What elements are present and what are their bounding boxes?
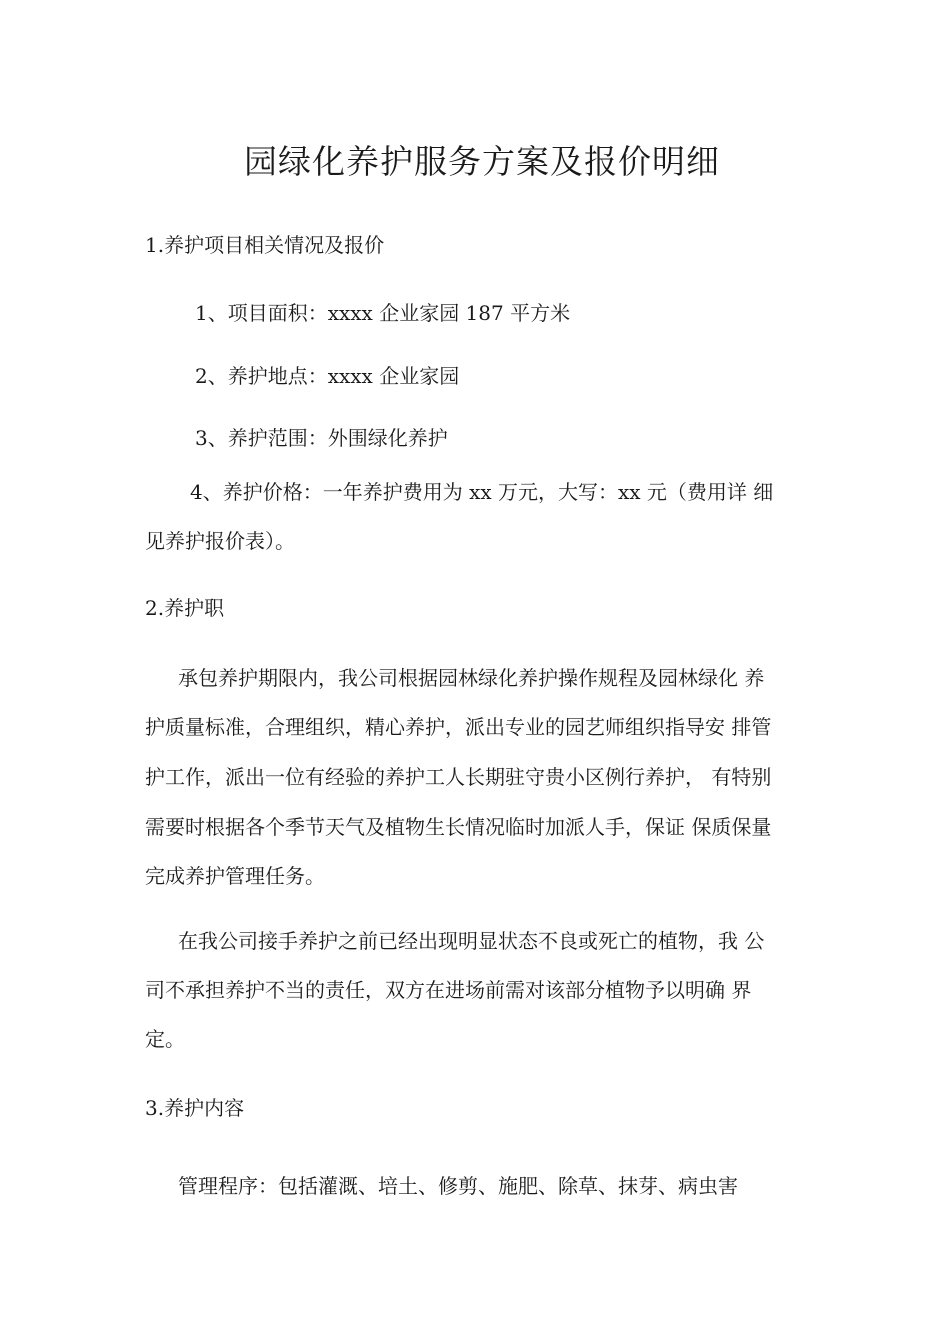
section-3-heading: 3.养护内容 bbox=[145, 1096, 245, 1120]
item-maintenance-scope: 3、养护范围：外围绿化养护 bbox=[195, 426, 448, 450]
item-maintenance-price-cont: 见养护报价表）。 bbox=[145, 529, 295, 553]
paragraph-line: 需要时根据各个季节天气及植物生长情况临时加派人手，保证 保质保量 bbox=[145, 815, 772, 839]
paragraph-line: 司不承担养护不当的责任，双方在进场前需对该部分植物予以明确 界 bbox=[145, 978, 752, 1002]
item-maintenance-location: 2、养护地点：xxxx 企业家园 bbox=[195, 364, 460, 388]
paragraph-line: 定。 bbox=[145, 1027, 185, 1051]
paragraph-line: 承包养护期限内，我公司根据园林绿化养护操作规程及园林绿化 养 bbox=[178, 666, 765, 690]
paragraph-line: 护质量标准，合理组织，精心养护，派出专业的园艺师组织指导安 排管 bbox=[145, 715, 772, 739]
page-title: 园绿化养护服务方案及报价明细 bbox=[244, 142, 720, 181]
paragraph-line: 护工作，派出一位有经验的养护工人长期驻守贵小区例行养护， 有特别 bbox=[145, 765, 772, 789]
item-project-area: 1、项目面积：xxxx 企业家园 187 平方米 bbox=[195, 301, 571, 325]
paragraph-line: 在我公司接手养护之前已经出现明显状态不良或死亡的植物，我 公 bbox=[178, 929, 765, 953]
section-1-heading: 1.养护项目相关情况及报价 bbox=[145, 233, 385, 257]
paragraph-line: 完成养护管理任务。 bbox=[145, 864, 325, 888]
section-3-paragraph-1: 管理程序：包括灌溉、培土、修剪、施肥、除草、抹芽、病虫害 bbox=[178, 1174, 738, 1198]
section-2-heading: 2.养护职 bbox=[145, 596, 225, 620]
item-maintenance-price: 4、养护价格：一年养护费用为 xx 万元，大写：xx 元（费用详 细 bbox=[190, 480, 774, 504]
